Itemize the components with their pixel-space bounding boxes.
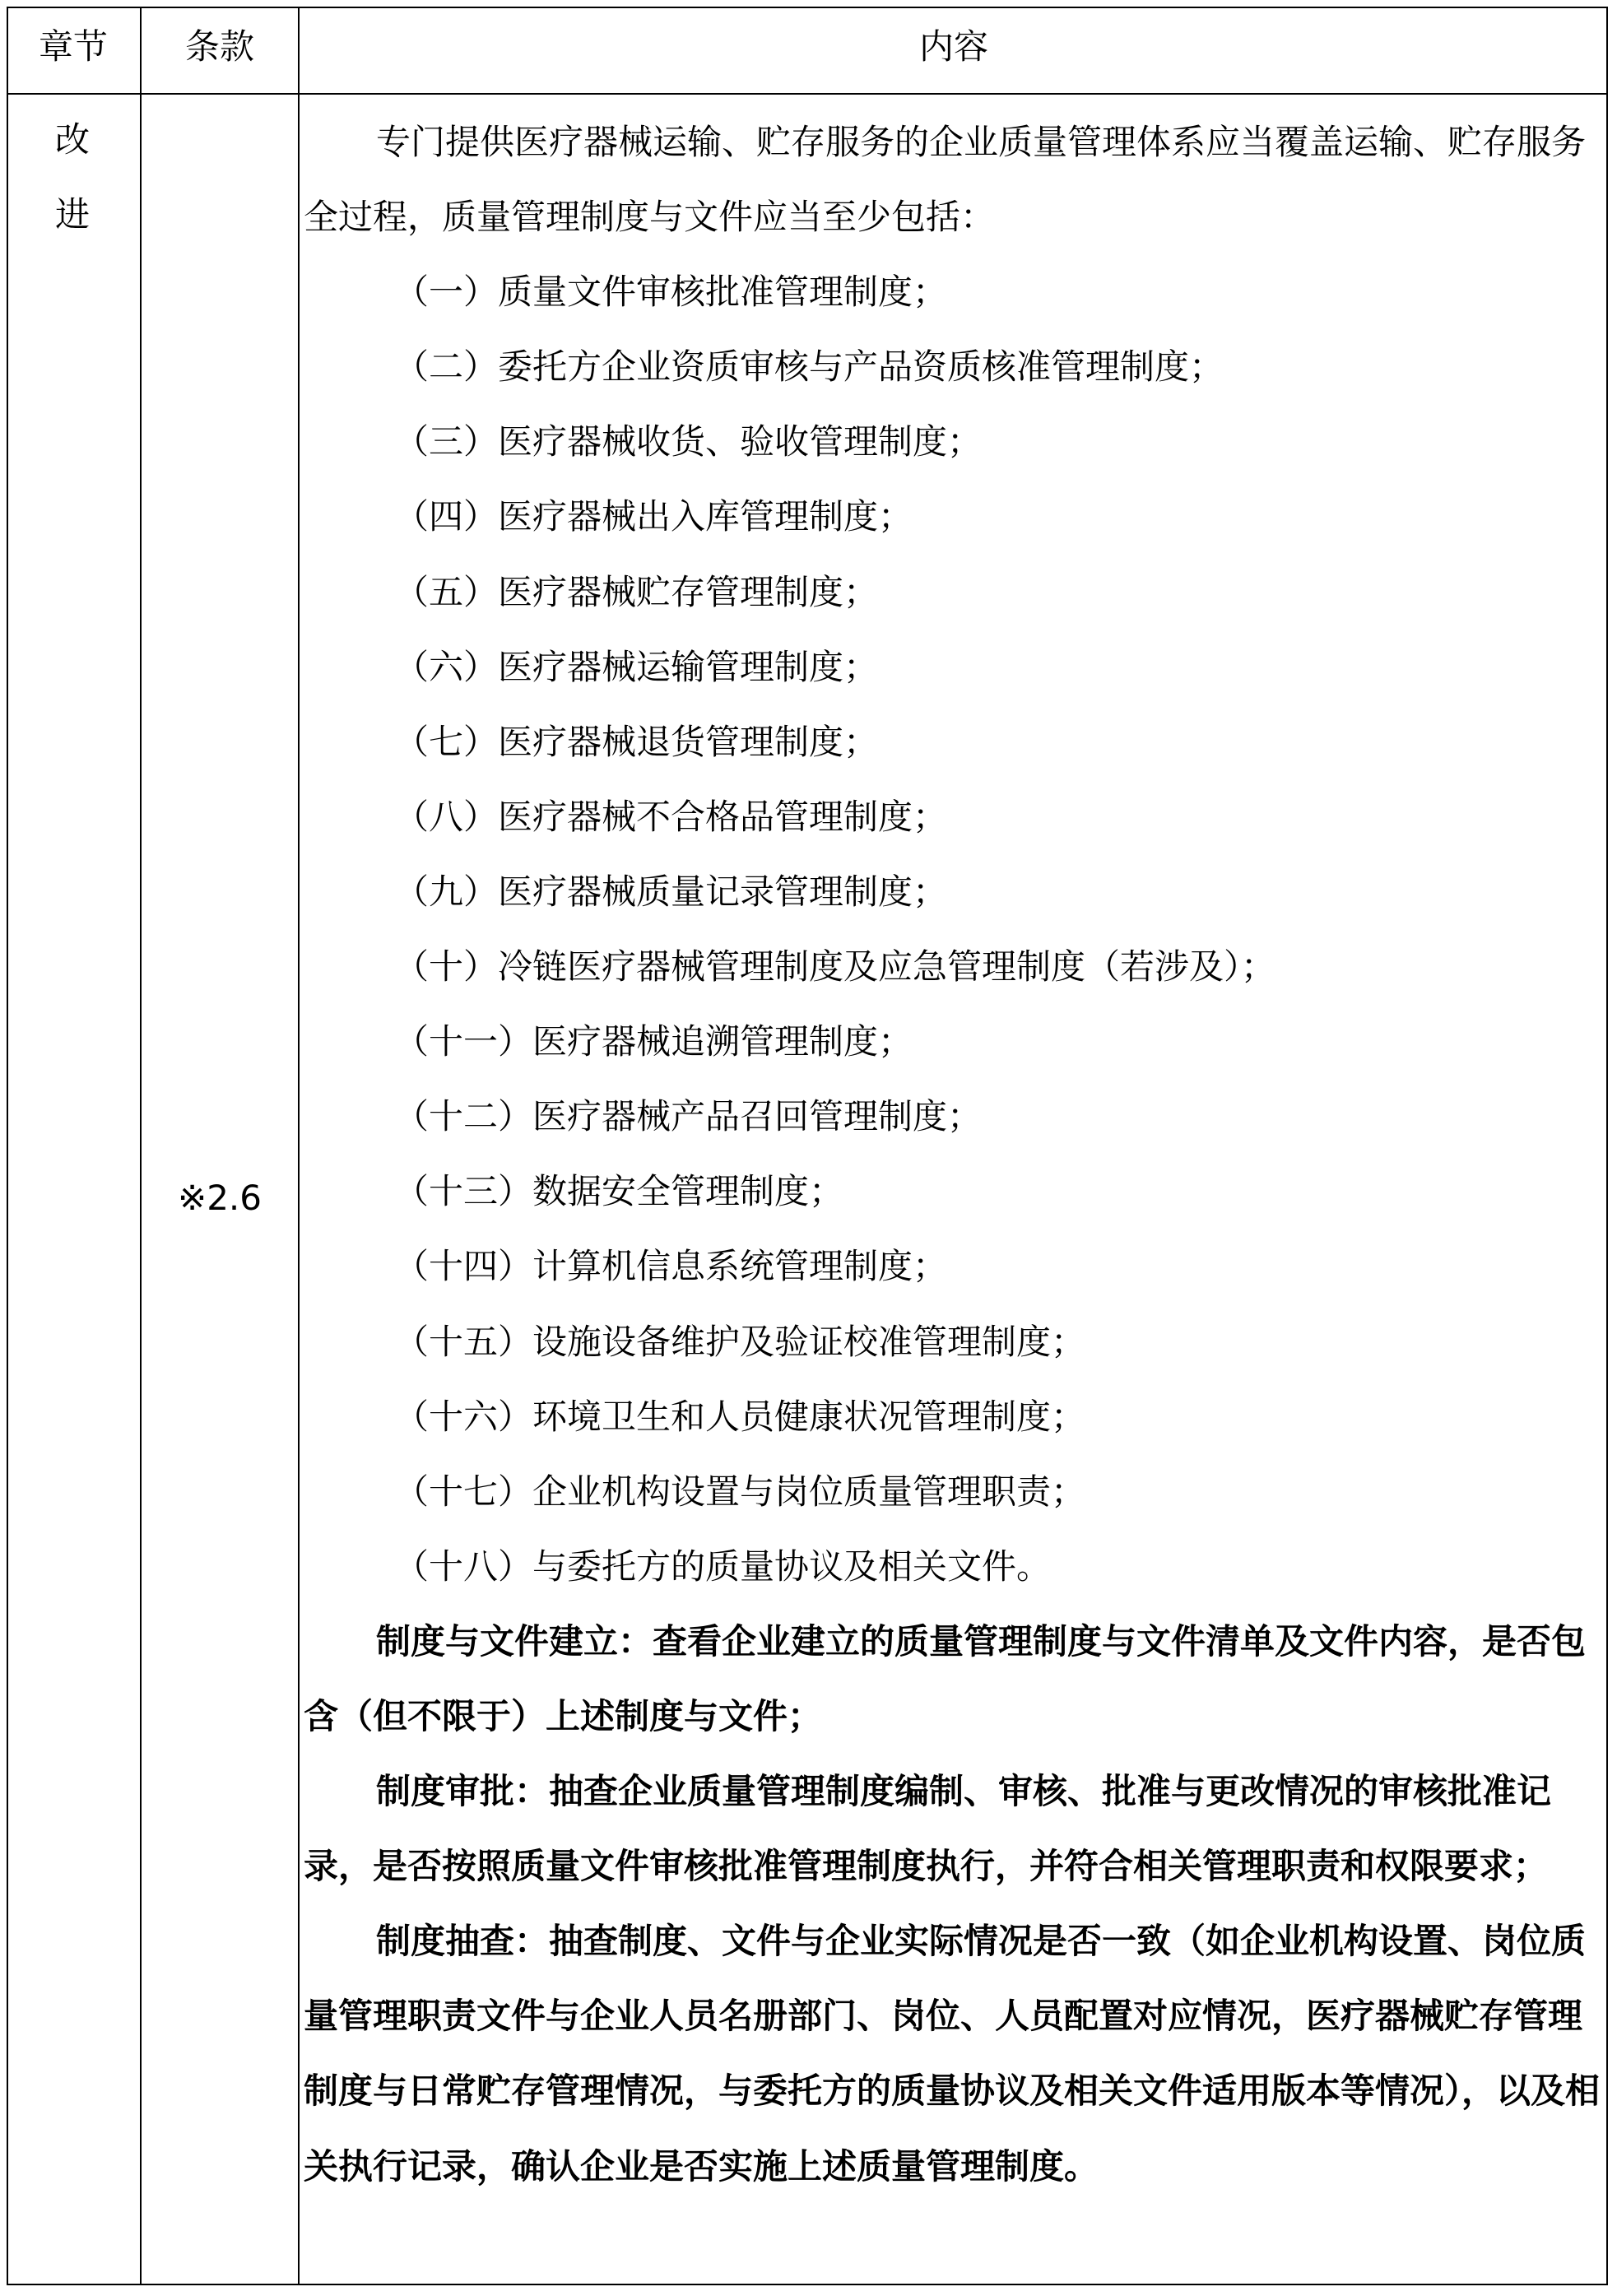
list-item-15: （十五）设施设备维护及验证校准管理制度； <box>394 1321 1086 1362</box>
list-item-8: （八）医疗器械不合格品管理制度； <box>394 796 948 837</box>
list-item-2: （二）委托方企业资质审核与产品资质核准管理制度； <box>394 346 1224 388</box>
list-item-7: （七）医疗器械退货管理制度； <box>394 721 879 762</box>
header-divider <box>7 93 1608 95</box>
column-divider-1 <box>140 7 142 2285</box>
list-item-1: （一）质量文件审核批准管理制度； <box>394 272 948 313</box>
list-item-11: （十一）医疗器械追溯管理制度； <box>394 1021 913 1062</box>
list-item-3: （三）医疗器械收货、验收管理制度； <box>394 421 983 462</box>
content-cell <box>304 105 1609 2204</box>
header-section: 章节 <box>38 26 108 67</box>
section-char-1: 改 <box>54 119 90 160</box>
table-border-bottom <box>7 2284 1608 2285</box>
list-item-13: （十三）数据安全管理制度； <box>394 1171 844 1212</box>
list-item-6: （六）医疗器械运输管理制度； <box>394 646 879 687</box>
header-clause: 条款 <box>184 26 254 67</box>
list-item-9: （九）医疗器械质量记录管理制度； <box>394 871 948 912</box>
list-item-4: （四）医疗器械出入库管理制度； <box>394 496 913 537</box>
check-paragraph-2: 制度审批：抽查企业质量管理制度编制、审核、批准与更改情况的审核批准记录，是否按照质量文件审核批准管理制度执行，并符合相关管理职责和权限要求； <box>304 1771 1552 1887</box>
section-char-2: 进 <box>54 194 90 235</box>
column-divider-2 <box>298 7 300 2285</box>
clause-id: ※2.6 <box>178 1178 262 1218</box>
check-paragraph-3: 制度抽查：抽查制度、文件与企业实际情况是否一致（如企业机构设置、岗位质量管理职责文件与企业人员名册部门、岗位、人员配置对应情况，医疗器械贮存管理制度与日常贮存管理情况，与委托方的质量协议及相关文件适用版本等情况），以及相关执行记录，确认企业是否实施上述质量管理制度。 <box>304 1921 1601 2187</box>
check-paragraph-1: 制度与文件建立：查看企业建立的质量管理制度与文件清单及文件内容，是否包含（但不限于）上述制度与文件； <box>304 1620 1587 1736</box>
list-item-14: （十四）计算机信息系统管理制度； <box>394 1246 948 1287</box>
list-item-5: （五）医疗器械贮存管理制度； <box>394 571 879 612</box>
table-border-left <box>7 7 8 2285</box>
list-item-18: （十八）与委托方的质量协议及相关文件。 <box>394 1545 1052 1587</box>
intro-paragraph: 专门提供医疗器械运输、贮存服务的企业质量管理体系应当覆盖运输、贮存服务全过程，质量管理制度与文件应当至少包括： <box>304 122 1587 238</box>
list-item-10: （十）冷链医疗器械管理制度及应急管理制度（若涉及）； <box>394 946 1276 988</box>
list-item-16: （十六）环境卫生和人员健康状况管理制度； <box>394 1396 1086 1437</box>
list-item-12: （十二）医疗器械产品召回管理制度； <box>394 1096 983 1137</box>
section-label <box>7 102 138 252</box>
list-item-17: （十七）企业机构设置与岗位质量管理职责； <box>394 1471 1086 1512</box>
header-content: 内容 <box>918 26 988 67</box>
